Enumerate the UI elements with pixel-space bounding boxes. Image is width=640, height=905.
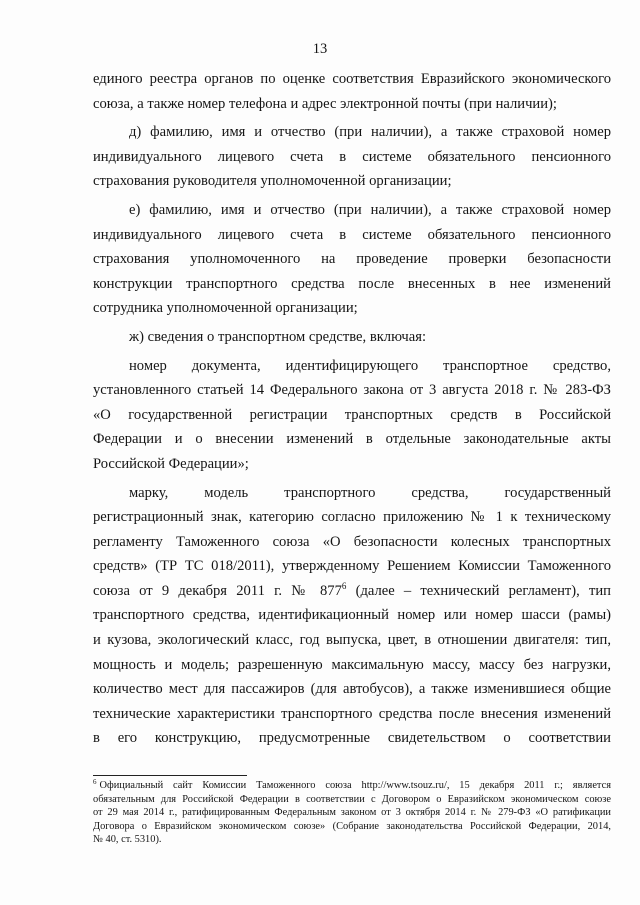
footnote-text: обязательным для Российской Федерации в соответствии с Договором о Евразийском экономическом союзе [93,793,611,805]
text-line: союза, а также номер телефона и адрес электронной почты (при наличии); [93,95,557,112]
text-line: е) фамилию, имя и отчество (при наличии), а также страховой номер [129,201,611,218]
text-line: номер документа, идентифицирующего транспортное средство, [129,357,611,374]
text-line: регистрационный знак, категорию согласно приложению № 1 к техническому [93,509,611,526]
footnote-text: от 29 мая 2014 г., ратифицированным Федеральным законом от 3 октября 2014 г. № 279-ФЗ «О ратификации [93,807,611,819]
footnote-marker: 6 [93,779,97,786]
page-number: 13 [312,41,328,57]
footnote-line [93,820,611,834]
footnotes [93,779,611,847]
body-text [93,67,611,751]
text-line: конструкции транспортного средства после внесенных в нее изменений [93,275,611,292]
text-line: технические характеристики транспортного средства после внесения изменений [93,705,611,722]
text-line: Российской Федерации»; [93,455,249,472]
text-line: д) фамилию, имя и отчество (при наличии), а также страховой номер [129,124,611,141]
text-line: страхования уполномоченного на проведение проверки безопасности [93,251,611,268]
text-fragment: (далее – технический регламент), тип [346,582,611,599]
text-fragment: союза от 9 декабря 2011 г. № 877 [93,582,342,599]
text-line: средств» (ТР ТС 018/2011), утвержденному Решением Комиссии Таможенного [93,558,611,575]
text-line: индивидуального лицевого счета в системе обязательного пенсионного [93,148,611,165]
text-line: регламенту Таможенного союза «О безопасности колесных транспортных [93,533,611,550]
text-line: в его конструкцию, предусмотренные свидетельством о соответствии [93,730,611,747]
text-line: единого реестра органов по оценке соответствия Евразийского экономического [93,71,611,87]
text-line: «О государственной регистрации транспортных средств в Российской [93,406,611,423]
footnote-line [93,779,611,793]
footnote-text: Договора о Евразийском экономическом союзе» (Собрание законодательства Российской Федерации, 2014, [93,820,611,832]
footnote-line [93,806,611,820]
text-line: марку, модель транспортного средства, государственный [129,484,611,501]
text-line: и кузова, экологический класс, год выпуска, цвет, в отношении двигателя: тип, [93,632,611,649]
text-line: сотрудника уполномоченной организации; [93,300,358,317]
footnote-text: № 40, ст. 5310). [93,834,162,846]
footnote-line [93,833,611,847]
text-line: индивидуального лицевого счета в системе обязательного пенсионного [93,226,611,243]
text-line: Федерации и о внесении изменений в отдельные законодательные акты [93,431,611,448]
footnote-text: Официальный сайт Комиссии Таможенного союза http://www.tsouz.ru/, 15 декабря 2011 г.; является [99,780,611,791]
text-line: транспортного средства, идентификационный номер или номер шасси (рамы) [93,607,611,624]
text-line: мощность и модель; разрешенную максимальную массу, массу без нагрузки, [93,656,611,673]
footnote-reference: 6 [341,581,347,592]
footnote-separator [93,775,247,776]
text-line [93,579,611,604]
text-line: установленного статьей 14 Федерального закона от 3 августа 2018 г. № 283-ФЗ [93,382,611,399]
text-line: количество мест для пассажиров (для автобусов), а также изменившиеся общие [93,681,611,698]
text-line: страхования руководителя уполномоченной организации; [93,173,452,190]
text-line: ж) сведения о транспортном средстве, включая: [129,328,427,345]
footnote-line [93,793,611,807]
